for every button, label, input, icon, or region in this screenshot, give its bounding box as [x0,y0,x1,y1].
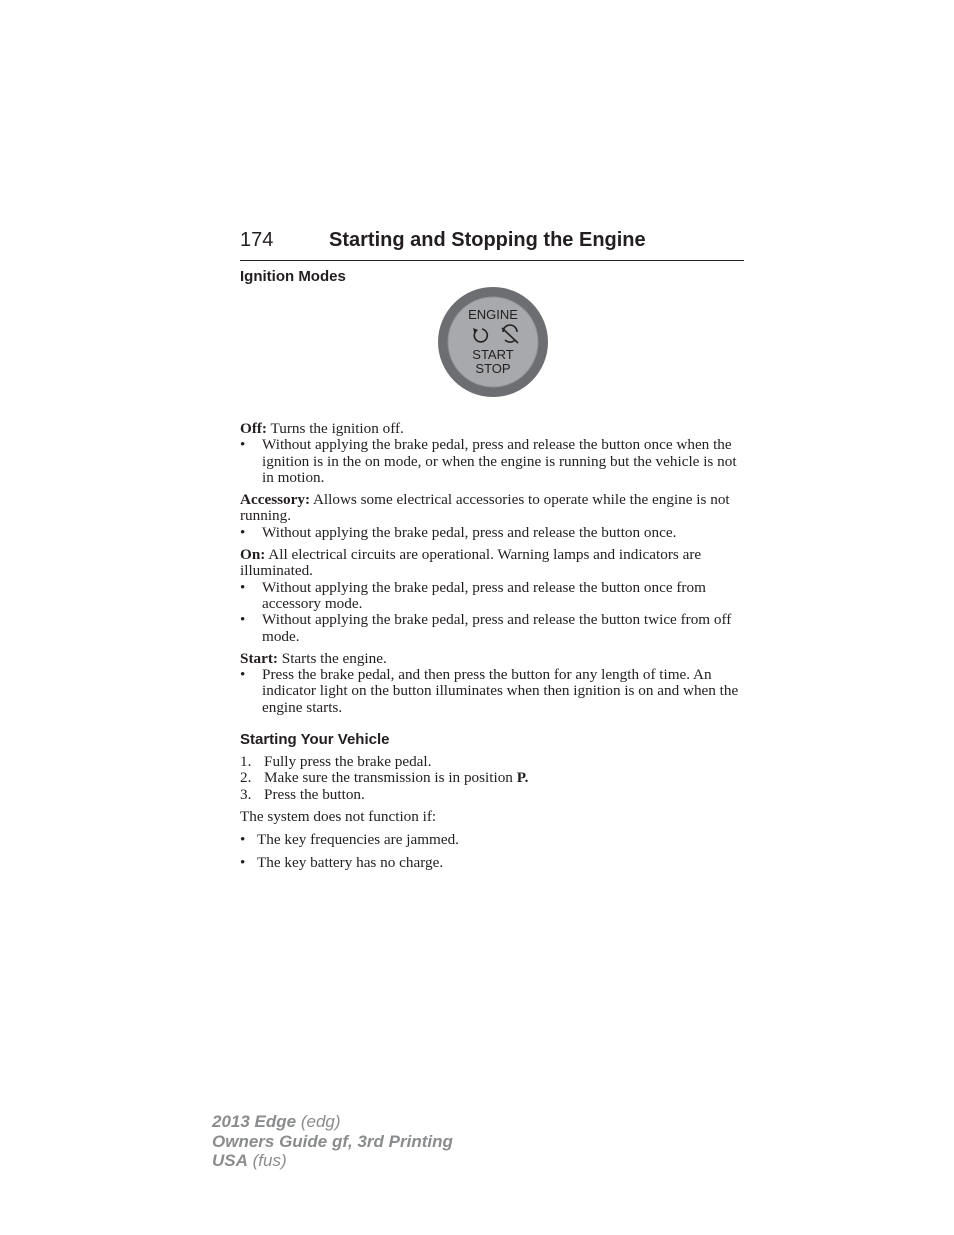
function-note [240,809,745,825]
section-heading-ignition-modes: Ignition Modes [240,268,346,285]
mode-description: Allows some electrical accessories to operate while the engine is not running. [240,491,730,525]
bullet-text: Without applying the brake pedal, press and release the button once when the ignition is in the on mode, or when the engine is running but the vehicle is not in motion. [262,436,737,486]
bullet-text: The key battery has no charge. [257,854,444,871]
list-item [240,525,745,541]
mode-label: Off: [240,420,267,437]
mode-description: Turns the ignition off. [267,420,404,437]
list-item [240,612,745,645]
button-label-start: START [472,347,514,362]
step-bold-text: P. [516,769,529,787]
step-item [240,770,745,786]
mode-on [240,547,745,580]
page-header [240,229,744,261]
section-heading-starting-your-vehicle: Starting Your Vehicle [240,731,390,748]
mode-start [240,651,745,667]
bullet-text: Without applying the brake pedal, press and release the button once from accessory mode. [262,578,706,612]
condition-1 [240,832,745,848]
mode-off [240,421,745,437]
footer-line-1 [212,1112,453,1132]
bullet-icon: • [240,831,246,848]
document-footer [212,1112,453,1171]
mode-accessory [240,492,745,525]
mode-description: Starts the engine. [277,649,387,667]
note-text: The system does not function if: [240,808,437,825]
footer-guide: Owners Guide gf, 3rd Printing [212,1131,453,1151]
bullet-icon: • [240,578,246,596]
step-item [240,787,745,803]
list-item [240,832,745,848]
step-item [240,754,745,770]
bullet-text: Without applying the brake pedal, press and release the button once. [262,523,677,541]
footer-line-2 [212,1132,453,1152]
step-number: 3. [240,785,252,803]
mode-label: On: [240,546,266,564]
bullet-text: Without applying the brake pedal, press and release the button twice from off mode. [262,611,732,645]
footer-model-code: (edg) [296,1112,341,1131]
step-text: Make sure the transmission is in position [264,769,517,787]
step-text: Press the button. [264,785,365,803]
condition-2 [240,855,745,871]
bullet-icon: • [240,523,246,541]
bullet-icon: • [240,611,246,629]
footer-market: USA [212,1151,248,1170]
button-label-stop: STOP [475,361,511,376]
footer-line-3 [212,1151,453,1171]
list-item [240,437,745,486]
list-item [240,580,745,613]
page-number: 174 [240,229,274,251]
footer-model: 2013 Edge [212,1112,297,1131]
engine-start-stop-button-image [437,286,549,398]
bullet-icon: • [240,854,246,871]
bullet-icon: • [240,666,246,684]
mode-label: Accessory: [240,491,310,509]
list-item [240,855,745,871]
bullet-icon: • [240,436,246,454]
list-item [240,667,745,716]
button-label-engine: ENGINE [468,307,518,322]
footer-market-code: (fus) [247,1151,287,1170]
mode-label: Start: [240,649,278,667]
bullet-text: The key frequencies are jammed. [257,831,459,848]
step-number: 2. [240,769,252,787]
bullet-text: Press the brake pedal, and then press the button for any length of time. An indicator light on the button illuminates when then ignition is on and when the engine starts. [262,666,739,716]
ignition-modes-body [240,421,745,716]
step-number: 1. [240,753,252,770]
mode-description: All electrical circuits are operational. Warning lamps and indicators are illuminated. [240,546,702,580]
page-title: Starting and Stopping the Engine [329,229,646,251]
starting-steps [240,754,745,803]
step-text: Fully press the brake pedal. [264,753,432,770]
